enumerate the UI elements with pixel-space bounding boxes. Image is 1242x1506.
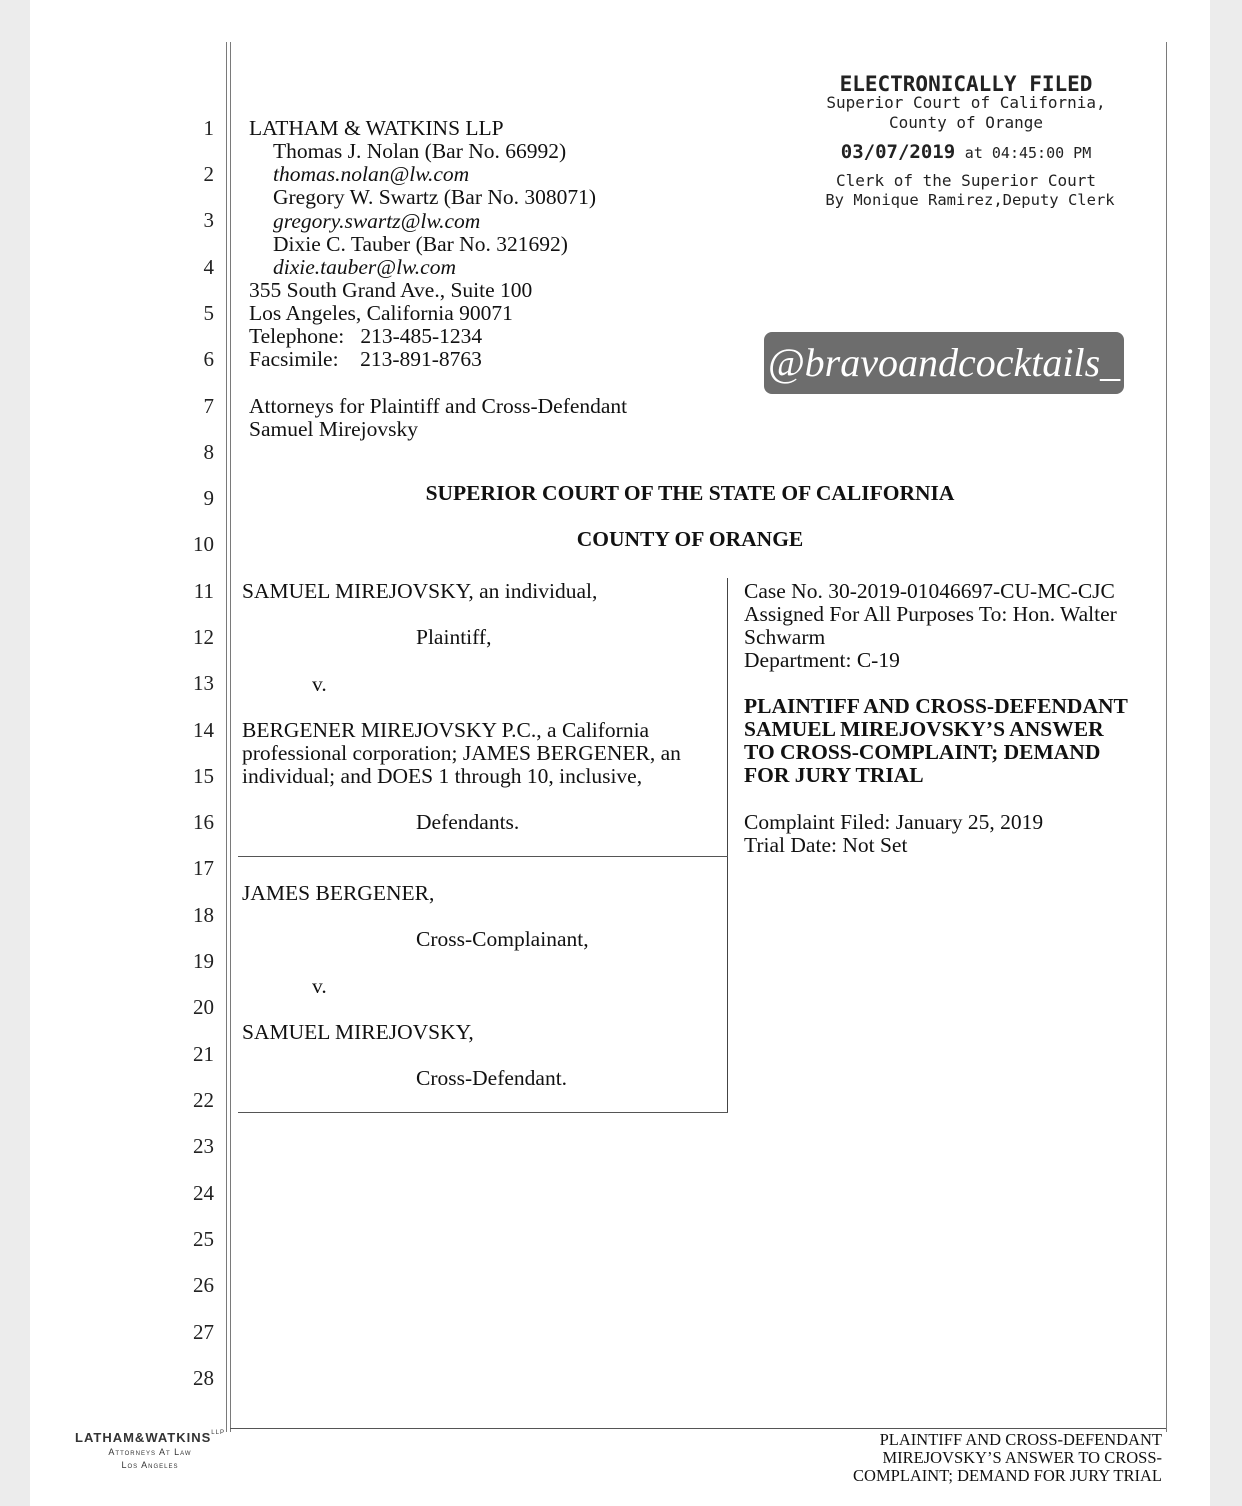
firm-logo-sub-2: Los Angeles bbox=[121, 1460, 179, 1470]
telephone: Telephone: 213-485-1234 bbox=[249, 324, 483, 348]
firm-logo bbox=[60, 1430, 240, 1445]
left-margin-rule-outer bbox=[226, 42, 227, 1432]
watermark-handle: @bravoandcocktails_ bbox=[764, 332, 1124, 394]
line-number: 1 bbox=[203, 116, 214, 140]
document-title-line-2: SAMUEL MIREJOVSKY’S ANSWER bbox=[744, 717, 1104, 741]
attorneys-for-line-1: Attorneys for Plaintiff and Cross-Defendant bbox=[249, 394, 628, 418]
stamp-court: Superior Court of California, bbox=[826, 93, 1106, 112]
footer-title-line-3: COMPLAINT; DEMAND FOR JURY TRIAL bbox=[853, 1466, 1162, 1485]
court-name: SUPERIOR COURT OF THE STATE OF CALIFORNIA bbox=[425, 481, 955, 505]
caption-rule-bottom bbox=[238, 1112, 728, 1113]
line-number: 28 bbox=[193, 1366, 214, 1390]
line-number: 3 bbox=[203, 208, 214, 232]
stamp-datetime bbox=[806, 141, 1126, 163]
stamp-deputy: By Monique Ramirez,Deputy Clerk bbox=[825, 191, 1115, 209]
line-number: 17 bbox=[193, 856, 214, 880]
assigned-judge-line-1: Assigned For All Purposes To: Hon. Walter bbox=[744, 602, 1117, 626]
plaintiff-name: SAMUEL MIREJOVSKY, an individual, bbox=[242, 579, 598, 603]
cross-defendant-name: SAMUEL MIREJOVSKY, bbox=[242, 1020, 474, 1044]
footer-title-line-1: PLAINTIFF AND CROSS-DEFENDANT bbox=[879, 1430, 1162, 1449]
firm-logo-llp: LLP bbox=[211, 1430, 225, 1436]
attorneys-for-line-2: Samuel Mirejovsky bbox=[249, 417, 418, 441]
defendants-line-1: BERGENER MIREJOVSKY P.C., a California bbox=[242, 718, 650, 742]
defendants-role: Defendants. bbox=[416, 810, 520, 834]
stamp-clerk: Clerk of the Superior Court bbox=[835, 171, 1097, 190]
line-number: 6 bbox=[203, 347, 214, 371]
defendants-line-3: individual; and DOES 1 through 10, inclusive, bbox=[242, 764, 643, 788]
stamp-county: County of Orange bbox=[888, 113, 1044, 132]
line-number: 27 bbox=[193, 1320, 214, 1344]
right-margin-rule bbox=[1166, 42, 1167, 1432]
stamp-date: 03/07/2019 bbox=[840, 141, 956, 163]
footer-rule bbox=[230, 1428, 1166, 1429]
line-number: 24 bbox=[193, 1181, 214, 1205]
line-number: 14 bbox=[193, 718, 214, 742]
stamp-time: at 04:45:00 PM bbox=[964, 144, 1092, 162]
email-1: thomas.nolan@lw.com bbox=[273, 162, 470, 186]
document-title-line-4: FOR JURY TRIAL bbox=[744, 763, 924, 787]
line-number: 18 bbox=[193, 903, 214, 927]
cross-defendant-role: Cross-Defendant. bbox=[416, 1066, 568, 1090]
line-number: 19 bbox=[193, 949, 214, 973]
email-3: dixie.tauber@lw.com bbox=[273, 255, 456, 279]
line-number: 20 bbox=[193, 995, 214, 1019]
line-number: 15 bbox=[193, 764, 214, 788]
line-number: 26 bbox=[193, 1273, 214, 1297]
line-number: 8 bbox=[203, 440, 214, 464]
line-number: 7 bbox=[203, 394, 214, 418]
document-page bbox=[30, 0, 1210, 1506]
line-number: 10 bbox=[193, 532, 214, 556]
line-number: 11 bbox=[193, 579, 214, 603]
attorney-3: Dixie C. Tauber (Bar No. 321692) bbox=[273, 232, 568, 256]
cross-complainant-name: JAMES BERGENER, bbox=[242, 881, 435, 905]
firm-logo-sub-1: Attorneys At Law bbox=[108, 1447, 192, 1457]
case-number: Case No. 30-2019-01046697-CU-MC-CJC bbox=[744, 579, 1115, 603]
line-number: 13 bbox=[193, 671, 214, 695]
trial-date: Trial Date: Not Set bbox=[744, 833, 908, 857]
plaintiff-role: Plaintiff, bbox=[416, 625, 492, 649]
county-name: COUNTY OF ORANGE bbox=[576, 527, 804, 551]
versus-1: v. bbox=[312, 672, 327, 696]
attorney-1: Thomas J. Nolan (Bar No. 66992) bbox=[273, 139, 567, 163]
line-number: 16 bbox=[193, 810, 214, 834]
line-number: 4 bbox=[203, 255, 214, 279]
firm-logo-text: LATHAM&WATKINS bbox=[75, 1430, 212, 1445]
line-number: 25 bbox=[193, 1227, 214, 1251]
firm-name: LATHAM & WATKINS LLP bbox=[249, 116, 504, 140]
footer-title-line-2: MIREJOVSKY’S ANSWER TO CROSS- bbox=[882, 1448, 1162, 1467]
line-number: 23 bbox=[193, 1134, 214, 1158]
address-line-2: Los Angeles, California 90071 bbox=[249, 301, 513, 325]
line-number: 22 bbox=[193, 1088, 214, 1112]
caption-rule-mid bbox=[238, 856, 728, 857]
line-number: 12 bbox=[193, 625, 214, 649]
email-2: gregory.swartz@lw.com bbox=[273, 209, 481, 233]
complaint-filed: Complaint Filed: January 25, 2019 bbox=[744, 810, 1044, 834]
facsimile: Facsimile: 213-891-8763 bbox=[249, 347, 482, 371]
caption-divider bbox=[727, 578, 728, 1113]
defendants-line-2: professional corporation; JAMES BERGENER, an bbox=[242, 741, 681, 765]
cross-complainant-role: Cross-Complainant, bbox=[416, 927, 589, 951]
address-line-1: 355 South Grand Ave., Suite 100 bbox=[249, 278, 533, 302]
document-title-line-1: PLAINTIFF AND CROSS-DEFENDANT bbox=[744, 694, 1128, 718]
left-margin-rule-inner bbox=[230, 42, 231, 1432]
department: Department: C-19 bbox=[744, 648, 900, 672]
line-number: 9 bbox=[203, 486, 214, 510]
stamp-title: ELECTRONICALLY FILED bbox=[839, 72, 1093, 96]
versus-2: v. bbox=[312, 974, 327, 998]
line-number: 2 bbox=[203, 162, 214, 186]
line-number: 21 bbox=[193, 1042, 214, 1066]
attorney-2: Gregory W. Swartz (Bar No. 308071) bbox=[273, 185, 597, 209]
line-number: 5 bbox=[203, 301, 214, 325]
document-title-line-3: TO CROSS-COMPLAINT; DEMAND bbox=[744, 740, 1101, 764]
assigned-judge-line-2: Schwarm bbox=[744, 625, 826, 649]
